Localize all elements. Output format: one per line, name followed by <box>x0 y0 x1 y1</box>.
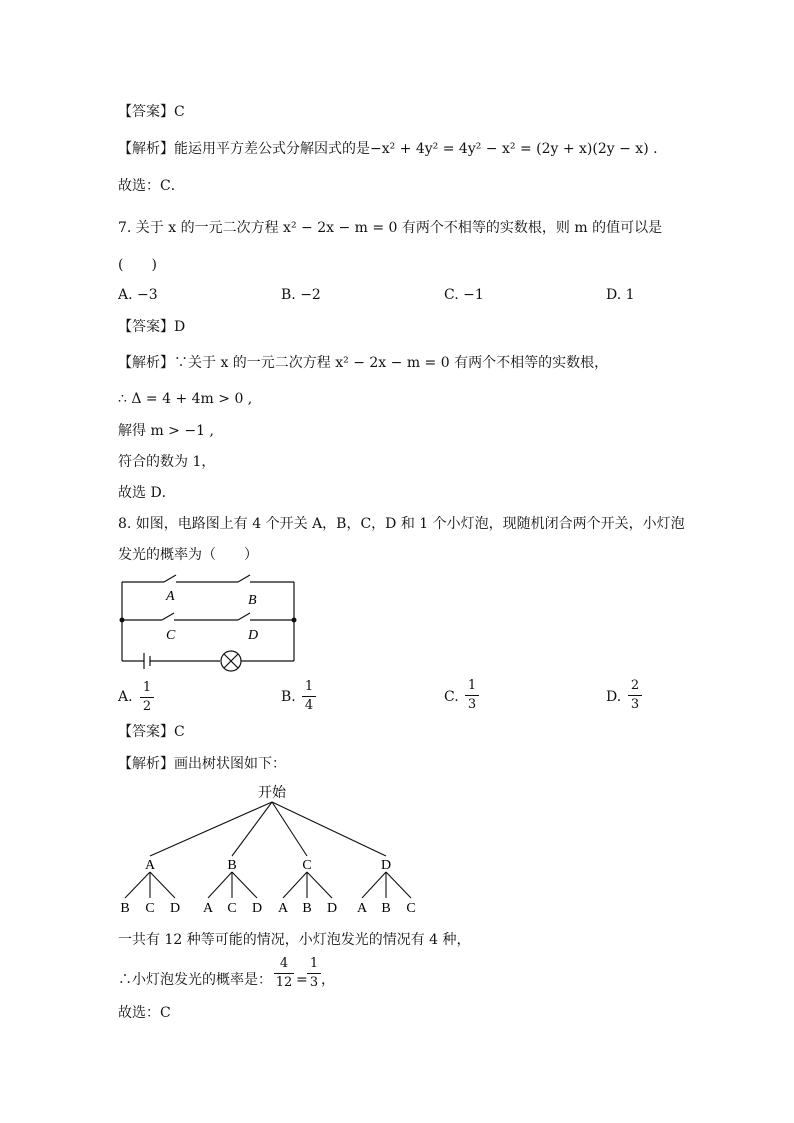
tree-leaf: C <box>145 901 155 916</box>
conclusion-1: 故选：C． <box>118 178 185 194</box>
question-8-line1: 8. 如图，电路图上有 4 个开关 A，B，C，D 和 1 个小灯泡，现随机闭合两个开关，小灯泡 <box>118 516 685 532</box>
question-8-option-b-fraction: 1 4 <box>302 680 316 713</box>
switch-b <box>238 575 250 582</box>
answer-7: 【答案】D <box>118 319 186 335</box>
conclusion-7: 故选 D． <box>118 485 176 501</box>
explanation-7-line1: 【解析】∵关于 x 的一元二次方程 x² − 2x − m = 0 有两个不相等的实数根， <box>118 355 609 371</box>
question-7-text: 7. 关于 x 的一元二次方程 x² − 2x − m = 0 有两个不相等的实数根，则 m 的值可以是 <box>118 220 663 236</box>
tree-leaf: D <box>326 901 338 916</box>
tree-leaf: A <box>356 901 368 916</box>
answer-8: 【答案】C <box>118 724 185 740</box>
question-8-option-c-fraction: 1 3 <box>465 679 479 712</box>
question-7-option-d: D. 1 <box>606 287 635 303</box>
tree-root: 开始 <box>258 786 286 801</box>
tree-node-d: D <box>380 858 392 873</box>
explanation-8-count: 一共有 12 种等可能的情况，小灯泡发光的情况有 4 种， <box>118 932 471 948</box>
switch-c <box>162 613 174 620</box>
explanation-7-line4: 符合的数为 1， <box>118 454 216 470</box>
tree-leaf: D <box>169 901 181 916</box>
tree-leaf: A <box>277 901 289 916</box>
circuit-diagram <box>112 570 312 676</box>
question-8-option-c-letter: C. <box>444 689 459 705</box>
tree-leaf: A <box>202 901 214 916</box>
tree-diagram <box>110 780 440 920</box>
question-8-line2: 发光的概率为（ ） <box>118 547 258 563</box>
switch-a <box>164 575 176 582</box>
equals-sign: = <box>296 972 308 988</box>
probability-fraction-2: 1 3 <box>307 957 321 990</box>
switch-c-label: C <box>166 628 176 643</box>
explanation-7-line2: ∴ Δ = 4 + 4m > 0 , <box>118 391 253 407</box>
conclusion-8: 故选：C <box>118 1005 171 1021</box>
question-7-option-c: C. −1 <box>444 287 484 303</box>
tree-node-a: A <box>144 858 156 873</box>
question-8-option-a-letter: A. <box>118 689 133 705</box>
question-7-paren: ( ) <box>118 257 157 273</box>
answer-1: 【答案】C <box>118 104 185 120</box>
tree-leaf: C <box>406 901 416 916</box>
question-8-option-a-fraction: 1 2 <box>140 681 154 714</box>
question-8-option-d-fraction: 2 3 <box>628 679 642 712</box>
switch-b-label: B <box>248 593 257 608</box>
explanation-8-probability-prefix: ∴小灯泡发光的概率是： <box>118 972 272 988</box>
switch-d-label: D <box>248 628 259 643</box>
probability-fraction-1: 4 12 <box>275 956 293 990</box>
tree-leaf: C <box>227 901 237 916</box>
explanation-8: 【解析】画出树状图如下： <box>118 756 286 772</box>
tree-node-b: B <box>227 858 237 873</box>
question-7-option-b: B. −2 <box>281 287 321 303</box>
question-8-option-b-letter: B. <box>281 689 296 705</box>
explanation-1: 【解析】能运用平方差公式分解因式的是−x² + 4y² = 4y² − x² = (2y + x)(2y − x) . <box>118 141 658 157</box>
question-8-option-d-letter: D. <box>606 689 622 705</box>
tree-leaf: B <box>381 901 391 916</box>
question-7-option-a: A. −3 <box>118 287 158 303</box>
tree-leaf: D <box>251 901 263 916</box>
explanation-7-line3: 解得 m > −1 , <box>118 423 214 439</box>
explanation-8-probability-suffix: ， <box>321 972 335 988</box>
tree-leaf: B <box>302 901 312 916</box>
switch-a-label: A <box>166 589 175 604</box>
tree-leaf: B <box>120 901 130 916</box>
tree-node-c: C <box>302 858 312 873</box>
switch-d <box>238 613 250 620</box>
